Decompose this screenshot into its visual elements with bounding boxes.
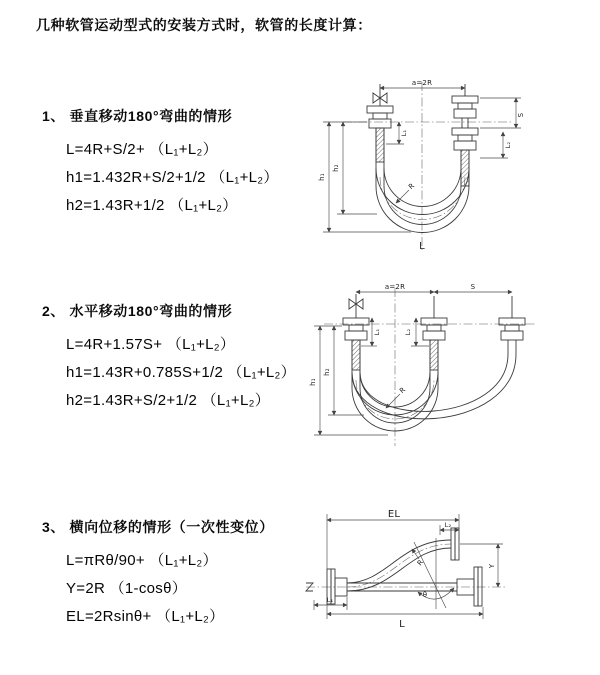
dim-label-h1: h₁ xyxy=(309,378,317,386)
page-title: 几种软管运动型式的安装方式时，软管的长度计算： xyxy=(36,17,372,33)
hose-assembly xyxy=(367,84,478,233)
formula-h2: h2=1.43R+1/2 （L₁+L₂） xyxy=(66,197,238,214)
dim-label-h2: h₂ xyxy=(323,368,331,376)
section-3-formulas xyxy=(42,547,274,631)
formula-h1: h1=1.432R+S/2+1/2 （L₁+L₂） xyxy=(66,169,279,186)
section-2 xyxy=(42,301,296,415)
dim-label-s: S xyxy=(517,112,525,118)
diagram-lateral-displacement xyxy=(302,502,597,650)
dim-label-r: R xyxy=(415,558,426,568)
section-3-heading: 3、 横向位移的情形（一次性变位） xyxy=(42,519,274,535)
section-3 xyxy=(42,517,274,631)
dim-label-r: R xyxy=(407,181,417,192)
formula-l: L=πRθ/90+ （L₁+L₂） xyxy=(66,552,218,569)
formula-h1: h1=1.43R+0.785S+1/2 （L₁+L₂） xyxy=(66,364,296,381)
dim-label-s: S xyxy=(470,283,476,291)
upper-flange-displaced xyxy=(451,528,459,560)
braided-hose-section xyxy=(352,340,360,370)
dim-label-r: R xyxy=(398,385,408,396)
dim-label-h2: h₂ xyxy=(332,164,340,172)
middle-fitting xyxy=(421,296,447,340)
hose-assembly xyxy=(343,294,525,431)
formula-h2: h2=1.43R+S/2+1/2 （L₁+L₂） xyxy=(66,392,271,409)
left-fitting xyxy=(367,106,393,128)
right-fitting-lower xyxy=(452,128,478,150)
section-1-heading: 1、 垂直移动180°弯曲的情形 xyxy=(42,108,233,124)
diagram-vertical-180-bend xyxy=(315,76,550,256)
dim-label-l1: L₁ xyxy=(400,129,408,137)
hose-assembly xyxy=(327,528,482,606)
dim-label-l: L xyxy=(399,619,405,630)
right-flange-original xyxy=(457,567,482,606)
section-1-formulas xyxy=(42,136,279,220)
dim-label-l2: L₂ xyxy=(504,141,512,149)
dimensions xyxy=(314,509,503,630)
formula-el: EL=2Rsinθ+ （L₁+L₂） xyxy=(66,608,225,625)
dimensions xyxy=(318,79,525,252)
dim-label-y: Y xyxy=(488,563,496,569)
dim-label-l2: L₂ xyxy=(444,521,452,529)
dim-label-l1: L₁ xyxy=(373,328,381,336)
braided-hose-section xyxy=(376,128,384,162)
u-bend xyxy=(376,168,469,233)
formula-l: L=4R+1.57S+ （L₁+L₂） xyxy=(66,336,236,353)
dim-label-h1: h₁ xyxy=(318,173,326,181)
formula-y: Y=2R （1-cosθ） xyxy=(66,580,188,597)
dim-label-a2r: a=2R xyxy=(411,79,433,87)
dim-label-el: EL xyxy=(387,509,401,520)
braided-hose-section xyxy=(430,340,438,370)
angle-construction xyxy=(414,538,454,609)
left-fitting xyxy=(343,318,369,340)
dim-label-l: L xyxy=(419,241,425,252)
section-2-heading: 2、 水平移动180°弯曲的情形 xyxy=(42,303,233,319)
centerlines xyxy=(343,82,511,250)
diagram-horizontal-180-bend xyxy=(308,282,563,460)
dim-label-theta: θ xyxy=(422,591,428,599)
section-1 xyxy=(42,106,279,220)
right-fitting-upper xyxy=(452,84,478,128)
dim-label-l2: L₂ xyxy=(404,328,412,336)
formula-l: L=4R+S/2+ （L₁+L₂） xyxy=(66,141,218,158)
right-fitting-moved xyxy=(499,296,525,354)
dim-label-l1: L₁ xyxy=(326,596,334,604)
section-2-formulas xyxy=(42,331,296,415)
dim-label-a2r: a=2R xyxy=(384,283,406,291)
